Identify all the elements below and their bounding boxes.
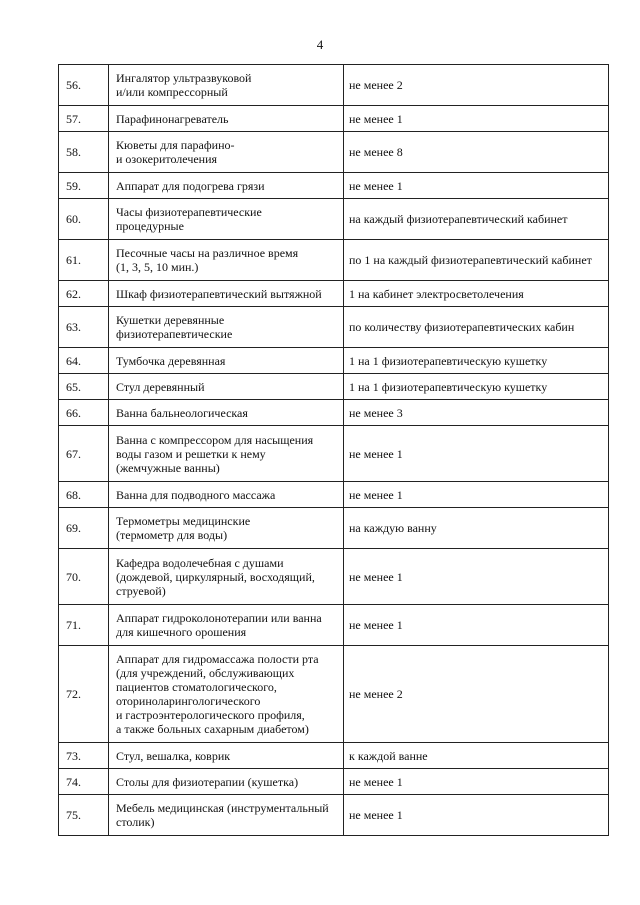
table-body [59, 65, 609, 836]
equipment-name: Аппарат для подогрева грязи [109, 173, 344, 199]
row-number: 67. [59, 426, 109, 482]
required-quantity: на каждую ванну [344, 508, 609, 549]
table-row [59, 106, 609, 132]
required-quantity: не менее 1 [344, 426, 609, 482]
table-row [59, 348, 609, 374]
table-row [59, 508, 609, 549]
equipment-name: Ванна бальнеологическая [109, 400, 344, 426]
row-number: 65. [59, 374, 109, 400]
equipment-name: Ванна с компрессором для насыщения воды газом и решетки к нему (жемчужные ванны) [109, 426, 344, 482]
page-number: 4 [316, 37, 324, 52]
table-row [59, 307, 609, 348]
table-row [59, 199, 609, 240]
table-row [59, 426, 609, 482]
row-number: 72. [59, 646, 109, 743]
table-row [59, 400, 609, 426]
table-row [59, 795, 609, 836]
equipment-name: Аппарат гидроколонотерапии или ванна для кишечного орошения [109, 605, 344, 646]
equipment-name: Столы для физиотерапии (кушетка) [109, 769, 344, 795]
table-row [59, 743, 609, 769]
row-number: 60. [59, 199, 109, 240]
row-number: 73. [59, 743, 109, 769]
required-quantity: 1 на 1 физиотерапевтическую кушетку [344, 374, 609, 400]
required-quantity: по количеству физиотерапевтических кабин [344, 307, 609, 348]
required-quantity: не менее 1 [344, 549, 609, 605]
row-number: 68. [59, 482, 109, 508]
required-quantity: не менее 1 [344, 769, 609, 795]
required-quantity: не менее 1 [344, 605, 609, 646]
equipment-name: Кюветы для парафино- и озокеритолечения [109, 132, 344, 173]
equipment-name: Ванна для подводного массажа [109, 482, 344, 508]
row-number: 66. [59, 400, 109, 426]
row-number: 64. [59, 348, 109, 374]
table-row [59, 549, 609, 605]
row-number: 59. [59, 173, 109, 199]
equipment-name: Парафинонагреватель [109, 106, 344, 132]
required-quantity: 1 на кабинет электросветолечения [344, 281, 609, 307]
equipment-name: Часы физиотерапевтические процедурные [109, 199, 344, 240]
equipment-name: Песочные часы на различное время (1, 3, 5, 10 мин.) [109, 240, 344, 281]
required-quantity: не менее 3 [344, 400, 609, 426]
table-row [59, 482, 609, 508]
table-row [59, 646, 609, 743]
table-row [59, 281, 609, 307]
table-row [59, 132, 609, 173]
required-quantity: не менее 1 [344, 106, 609, 132]
required-quantity: 1 на 1 физиотерапевтическую кушетку [344, 348, 609, 374]
equipment-name: Тумбочка деревянная [109, 348, 344, 374]
row-number: 57. [59, 106, 109, 132]
equipment-name: Шкаф физиотерапевтический вытяжной [109, 281, 344, 307]
table-row [59, 374, 609, 400]
required-quantity: не менее 1 [344, 173, 609, 199]
equipment-name: Стул деревянный [109, 374, 344, 400]
table-row [59, 240, 609, 281]
equipment-name: Ингалятор ультразвуковой и/или компрессорный [109, 65, 344, 106]
row-number: 63. [59, 307, 109, 348]
row-number: 71. [59, 605, 109, 646]
equipment-name: Кушетки деревянные физиотерапевтические [109, 307, 344, 348]
required-quantity: на каждый физиотерапевтический кабинет [344, 199, 609, 240]
required-quantity: не менее 2 [344, 646, 609, 743]
required-quantity: по 1 на каждый физиотерапевтический кабинет [344, 240, 609, 281]
table-row [59, 65, 609, 106]
equipment-name: Аппарат для гидромассажа полости рта (для учреждений, обслуживающих пациентов стоматологического, оториноларингологического и гастроэнтерологического профиля, а также больных сахарным диабетом) [109, 646, 344, 743]
required-quantity: не менее 8 [344, 132, 609, 173]
row-number: 75. [59, 795, 109, 836]
required-quantity: не менее 2 [344, 65, 609, 106]
equipment-name: Стул, вешалка, коврик [109, 743, 344, 769]
row-number: 74. [59, 769, 109, 795]
row-number: 56. [59, 65, 109, 106]
row-number: 62. [59, 281, 109, 307]
table-row [59, 605, 609, 646]
row-number: 70. [59, 549, 109, 605]
required-quantity: не менее 1 [344, 795, 609, 836]
equipment-table [58, 64, 609, 836]
required-quantity: не менее 1 [344, 482, 609, 508]
equipment-name: Термометры медицинские (термометр для воды) [109, 508, 344, 549]
row-number: 61. [59, 240, 109, 281]
table-row [59, 769, 609, 795]
equipment-name: Кафедра водолечебная с душами (дождевой, циркулярный, восходящий, струевой) [109, 549, 344, 605]
row-number: 58. [59, 132, 109, 173]
required-quantity: к каждой ванне [344, 743, 609, 769]
equipment-name: Мебель медицинская (инструментальный столик) [109, 795, 344, 836]
table-row [59, 173, 609, 199]
row-number: 69. [59, 508, 109, 549]
